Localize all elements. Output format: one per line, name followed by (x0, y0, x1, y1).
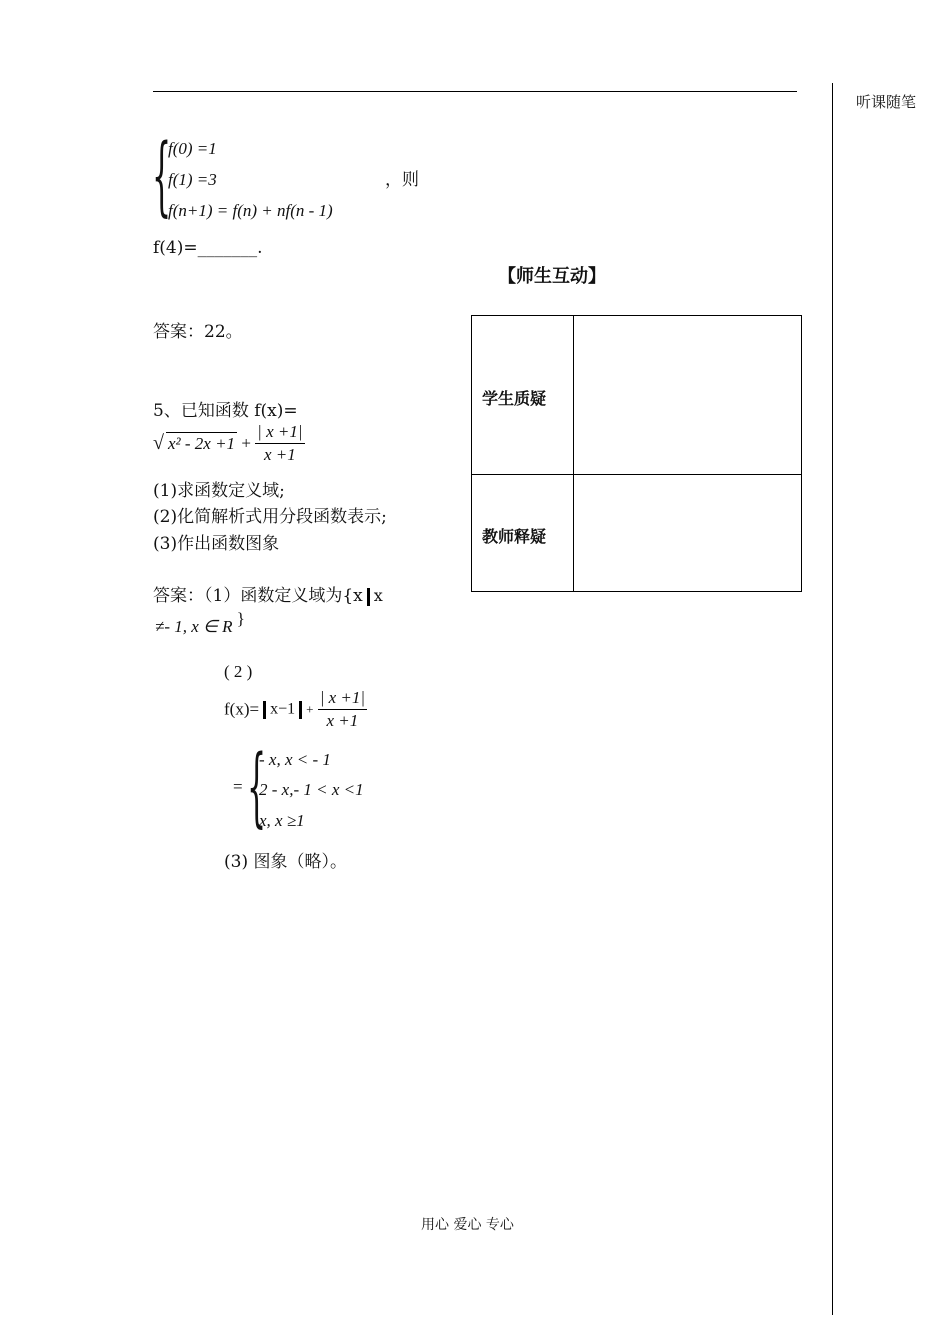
page-footer: 用心 爱心 专心 (421, 1217, 514, 1233)
problem5-intro: 5、已知函数 f(x)= (153, 401, 298, 421)
abs-bar-left (263, 701, 266, 719)
system-line-2: f(1) =3 (168, 170, 217, 189)
question-f4: f(4)=_______. (153, 238, 263, 258)
set-bar (367, 588, 370, 606)
teacher-answer-field[interactable] (574, 475, 802, 591)
answer-4: 答案：22。 (153, 322, 243, 342)
fraction-numerator: | x +1| (255, 421, 304, 444)
question-1: (1)求函数定义域; (153, 481, 285, 501)
abs-bar-right (299, 701, 302, 719)
answer-3: (3) 图象（略）。 (224, 852, 347, 872)
abs-fraction (255, 421, 304, 466)
piecewise-equals: = (233, 777, 243, 796)
fraction-denominator: x +1 (263, 445, 296, 464)
piece-3: x, x ≥1 (259, 811, 305, 830)
answer-1-x: x (373, 586, 383, 605)
sqrt-expression: x² - 2x +1 (167, 434, 236, 453)
piece-2: 2 - x,- 1 < x <1 (259, 780, 364, 799)
answer-2-label: ( 2 ) (224, 662, 253, 681)
plus-sign: + (241, 433, 251, 453)
margin-rule (832, 83, 833, 1315)
question-2: (2)化简解析式用分段函数表示; (153, 507, 387, 527)
system-line-3: f(n+1) = f(n) + nf(n - 1) (168, 201, 333, 220)
header-rule (153, 91, 797, 92)
student-question-label: 学生质疑 (482, 389, 547, 408)
system-brace: { (152, 126, 172, 226)
teacher-answer-label: 教师释疑 (482, 527, 547, 546)
sqrt-symbol: √ (153, 432, 164, 454)
answer-2-fraction: $\frac{| x +1|}{x +1}$ (319, 688, 366, 730)
student-question-field[interactable] (574, 316, 802, 474)
interaction-title: 【师生互动】 (498, 266, 606, 287)
system-line-1: f(0) =1 (168, 139, 217, 158)
question-3: (3)作出函数图象 (153, 534, 280, 554)
piecewise-brace: { (247, 737, 267, 837)
answer-2-fx: f(x)= x−1 + $\frac{| x +1|}{x +1}$ (224, 688, 366, 730)
answer-1-line (153, 581, 383, 606)
side-note: 听课随笔 (856, 93, 917, 111)
piece-1: - x, x < - 1 (259, 750, 331, 769)
then-text: ，则 (385, 170, 419, 190)
interaction-table (471, 315, 802, 592)
problem5-formula (153, 421, 305, 466)
answer-1-condition: ≠- 1, x ∈ R } (155, 609, 245, 636)
answer-1-prefix: 答案：（1）函数定义域为{x (153, 586, 363, 606)
